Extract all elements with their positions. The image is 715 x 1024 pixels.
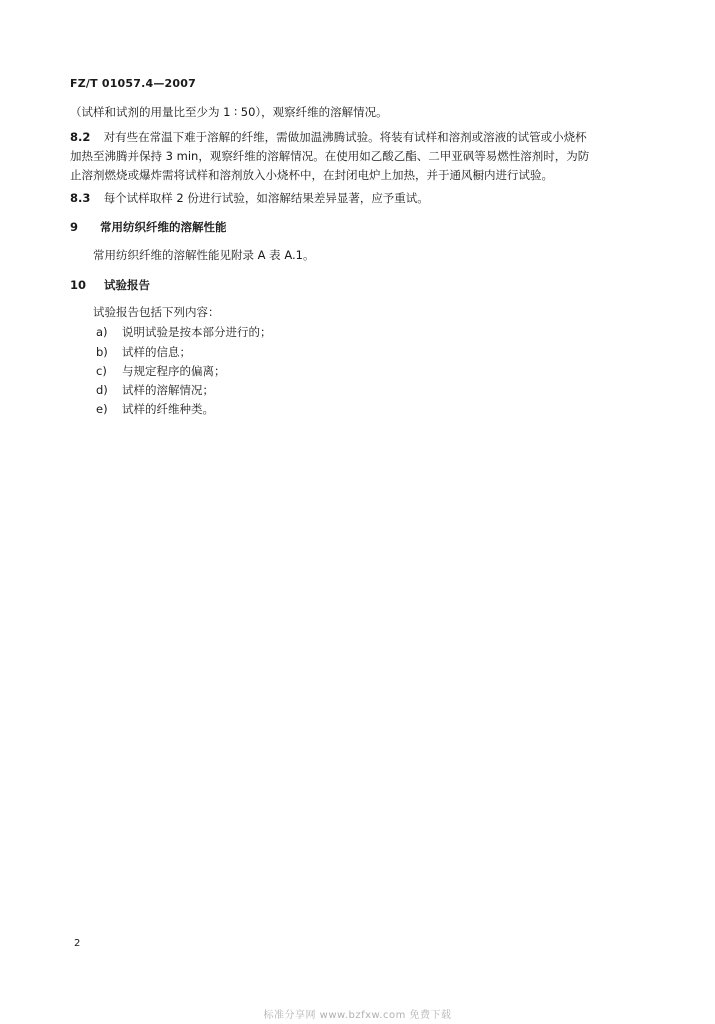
text-line: （试样和试剂的用量比至少为 1 ∶ 50），观察纤维的溶解情况。	[70, 105, 388, 119]
page-number: 2	[74, 938, 81, 949]
standard-code-header: FZ/T 01057.4—2007	[70, 77, 196, 90]
clause-number: 8.2	[70, 130, 91, 144]
list-label: a)	[96, 325, 108, 339]
list-item	[96, 363, 226, 379]
clause-text: 每个试样取样 2 份进行试验，如溶解结果差异显著，应予重试。	[103, 191, 429, 205]
section-title: 试验报告	[104, 278, 151, 292]
list-item	[96, 382, 214, 398]
section-10-intro: 试验报告包括下列内容：	[93, 305, 220, 319]
section-9-body: 常用纺织纤维的溶解性能见附录 A 表 A.1。	[93, 248, 315, 262]
list-label: d)	[96, 383, 108, 397]
watermark-footer: 标准分享网 www.bzfxw.com 免费下载	[263, 1010, 452, 1021]
section-10-heading	[70, 277, 150, 293]
section-9-heading	[70, 219, 227, 235]
list-item	[96, 344, 191, 360]
section-number: 9	[70, 220, 79, 234]
clause-8-3	[70, 190, 429, 206]
list-label: e)	[96, 402, 108, 416]
section-title: 常用纺织纤维的溶解性能	[100, 220, 227, 234]
list-text: 与规定程序的偏离；	[122, 364, 226, 378]
text-line: 止溶剂燃烧或爆炸需将试样和溶剂放入小烧杯中，在封闭电炉上加热，并于通风橱内进行试验。	[70, 168, 553, 182]
clause-number: 8.3	[70, 191, 91, 205]
list-label: c)	[96, 364, 107, 378]
list-item	[96, 324, 272, 340]
clause-text: 对有些在常温下难于溶解的纤维，需做加温沸腾试验。将装有试样和溶剂或溶液的试管或小烧杯	[103, 130, 587, 144]
list-text: 试样的信息；	[122, 345, 191, 359]
list-label: b)	[96, 345, 108, 359]
list-item	[96, 401, 214, 417]
list-text: 试样的溶解情况；	[122, 383, 214, 397]
section-number: 10	[70, 278, 87, 292]
text-line: 加热至沸腾并保持 3 min，观察纤维的溶解情况。在使用如乙酸乙酯、二甲亚砜等易燃性溶剂时，为防	[70, 149, 590, 163]
list-text: 说明试验是按本部分进行的；	[122, 325, 272, 339]
clause-8-2	[70, 129, 587, 145]
list-text: 试样的纤维种类。	[122, 402, 214, 416]
